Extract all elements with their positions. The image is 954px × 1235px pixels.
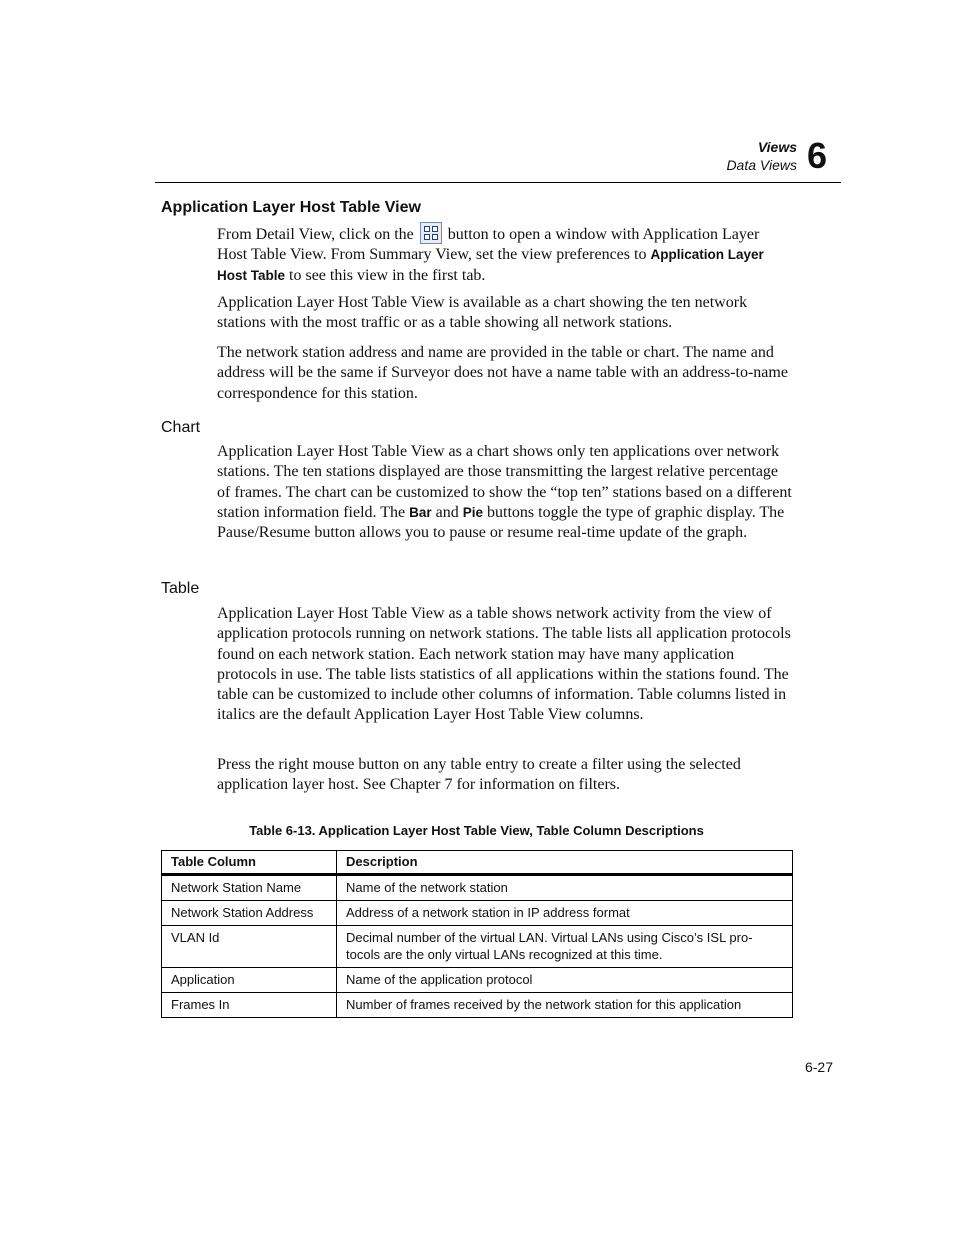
table-cell-description: Address of a network station in IP address format: [337, 901, 793, 926]
table-cell-column: Network Station Address: [162, 901, 337, 926]
header-table-column: Table Column: [162, 851, 337, 875]
chart-paragraph: [217, 442, 792, 543]
table-paragraph-1: Application Layer Host Table View as a table shows network activity from the view of application protocols running on network stations. The table lists all application protocols found on each network station. Each network station may have many application protocols in use. The table lists statistics of all applications within the stations found. The table can be customized to include other columns of information. Table columns listed in italics are the default Application Layer Host Table View columns.: [217, 605, 791, 724]
header-description: Description: [337, 851, 793, 875]
table-row: [162, 875, 793, 901]
table-cell-description: Decimal number of the virtual LAN. Virtual LANs using Cisco’s ISL pro-tocols are the only virtual LANs recognized at this time.: [337, 926, 793, 968]
running-header-section: Views: [757, 139, 797, 155]
page-number: 6-27: [804, 1059, 833, 1075]
table-header-row: [162, 851, 793, 875]
intro-text-after-icon: button to open a window with Application Layer Host Table View. From Summary View, set the view preferences to: [217, 226, 760, 264]
table-caption: Table 6-13. Application Layer Host Table View, Table Column Descriptions: [249, 823, 704, 838]
table-heading: Table: [161, 580, 200, 597]
table-cell-description: Name of the application protocol: [337, 968, 793, 993]
chart-text-and: and: [435, 503, 459, 521]
header-rule: [155, 182, 841, 183]
table-cell-column: Network Station Name: [162, 875, 337, 901]
table-cell-column: VLAN Id: [162, 926, 337, 968]
table-cell-description: Number of frames received by the network station for this application: [337, 993, 793, 1018]
running-header-subsection: Data Views: [726, 157, 797, 173]
chart-text-b: buttons toggle the type of graphic display. The Pause/Resume button allows you to pause or resume real-time update of the graph.: [217, 503, 785, 542]
ui-term-bar: Bar: [409, 504, 432, 520]
chart-text-a: Application Layer Host Table View as a chart shows only ten applications over network stations. The ten stations displayed are those transmitting the largest relative percentage of frames. The chart can be customized to show the “top ten” stations based on a different station information field. The: [217, 443, 792, 521]
table-row: [162, 993, 793, 1018]
grid-view-icon: [420, 222, 442, 244]
ui-term-pie: Pie: [462, 504, 483, 520]
ui-term-app-layer-host-table: Application Layer Host Table: [217, 247, 764, 283]
section-title: Application Layer Host Table View: [161, 199, 421, 216]
table-cell-column: Application: [162, 968, 337, 993]
chart-heading: Chart: [161, 419, 201, 436]
table-cell-column: Frames In: [162, 993, 337, 1018]
chapter-number: 6: [807, 135, 828, 176]
address-paragraph: The network station address and name are provided in the table or chart. The name and address will be the same if Surveyor does not have a name table with an address-to-name correspondence for this station.: [217, 344, 788, 402]
table-row: [162, 968, 793, 993]
table-row: [162, 901, 793, 926]
table-cell-description: Name of the network station: [337, 875, 793, 901]
column-descriptions-table: [161, 850, 793, 1018]
intro-text-end: to see this view in the first tab.: [289, 266, 486, 284]
table-paragraph-2: Press the right mouse button on any table entry to create a filter using the selected application layer host. See Chapter 7 for information on filters.: [217, 756, 741, 794]
intro-paragraph: [217, 222, 792, 286]
intro-text-before-icon: From Detail View, click on the: [217, 226, 414, 243]
table-row: [162, 926, 793, 968]
availability-paragraph: Application Layer Host Table View is available as a chart showing the ten network stations with the most traffic or as a table showing all network stations.: [217, 294, 748, 332]
